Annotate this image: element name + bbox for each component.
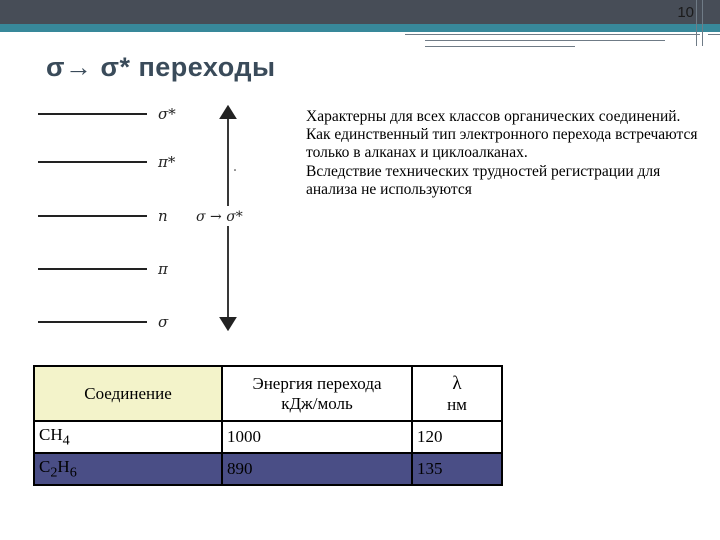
- header-energy-unit: кДж/моль: [281, 393, 353, 413]
- header-lambda-unit: нм: [447, 394, 467, 414]
- decorative-line: [425, 40, 665, 41]
- level-label-n: n: [158, 207, 168, 225]
- header-lambda: [412, 366, 502, 421]
- description-paragraph: Вследствие технических трудностей регистрации для анализа не используются: [306, 162, 661, 198]
- table-header-row: [34, 366, 502, 421]
- level-label-pi-star: π*: [158, 153, 176, 171]
- slide-title: σ→ σ* переходы: [46, 52, 276, 82]
- cell-energy: 890: [222, 453, 412, 485]
- energy-level-diagram: [30, 96, 290, 336]
- description-text: [306, 108, 706, 199]
- compound-subscript: 2: [50, 464, 58, 481]
- cell-compound: [34, 421, 222, 453]
- header-lambda-symbol: λ: [452, 372, 462, 394]
- decorative-line: [405, 34, 700, 35]
- compound-subscript: 6: [69, 464, 77, 481]
- transition-label: σ → σ*: [196, 209, 243, 225]
- table-row: [34, 421, 502, 453]
- header-energy: [222, 366, 412, 421]
- decorative-line: [708, 34, 720, 35]
- level-label-pi: π: [158, 260, 168, 278]
- cell-compound: [34, 453, 222, 485]
- top-bar: [0, 0, 720, 24]
- decorative-line: [696, 0, 697, 46]
- header-energy-title: Энергия перехода: [252, 373, 382, 393]
- compound-text: CH: [39, 424, 63, 444]
- cell-lambda: 120: [412, 421, 502, 453]
- compound-subscript: 4: [62, 432, 70, 449]
- description-paragraph: Характерны для всех классов органических соединений. Как единственный тип электронного перехода встречаются только в алканах и циклоалканах.: [306, 108, 698, 162]
- header-compound: Соединение: [34, 366, 222, 421]
- transition-data-table: [33, 365, 503, 486]
- level-label-sigma-star: σ*: [158, 105, 176, 123]
- compound-text: C: [39, 456, 51, 476]
- table-row: [34, 453, 502, 485]
- decorative-line: [702, 0, 703, 46]
- accent-bar: [0, 24, 720, 32]
- page-number: 10: [677, 4, 694, 21]
- decorative-line: [425, 46, 575, 47]
- cell-energy: 1000: [222, 421, 412, 453]
- level-label-sigma: σ: [158, 313, 169, 331]
- cell-lambda: 135: [412, 453, 502, 485]
- diagram-dot: [234, 169, 236, 171]
- compound-text: H: [57, 456, 70, 476]
